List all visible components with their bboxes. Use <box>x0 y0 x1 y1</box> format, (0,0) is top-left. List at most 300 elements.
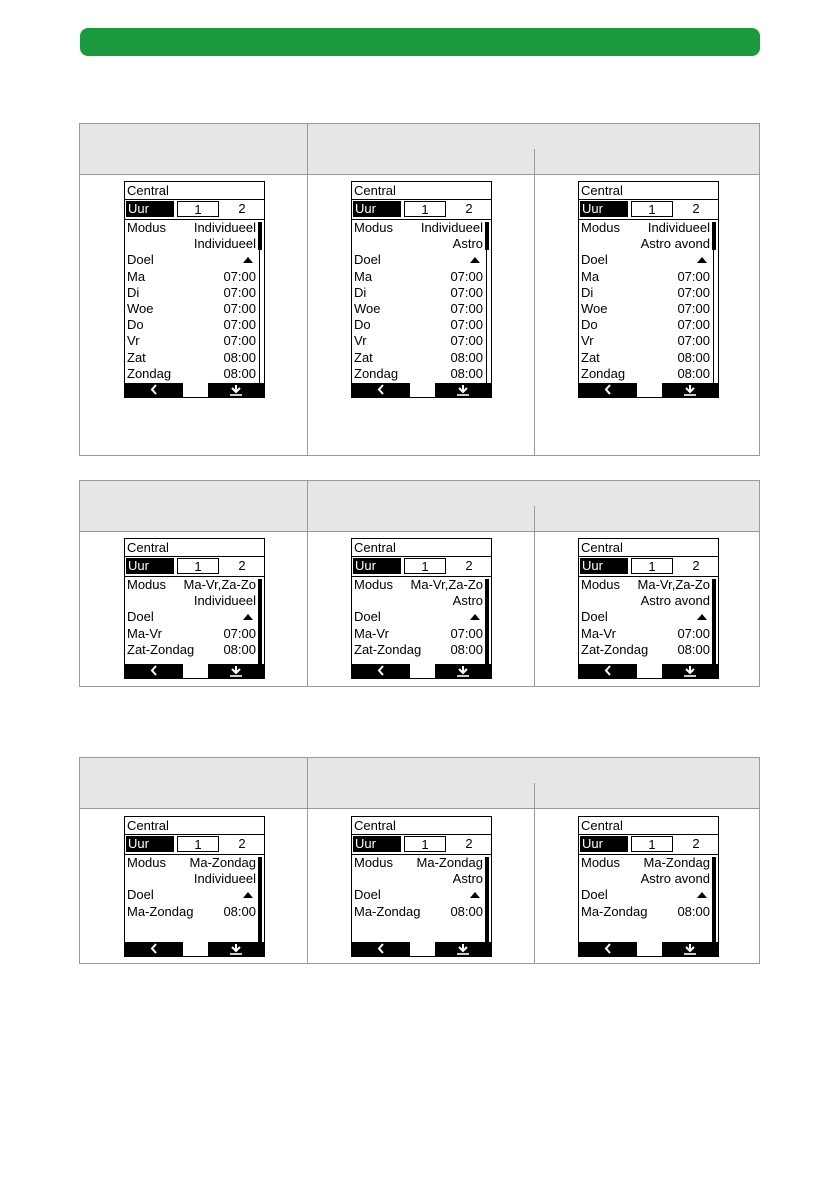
modus-value-row[interactable] <box>352 871 491 887</box>
day-time-row[interactable] <box>125 904 264 920</box>
soft-key-bar <box>579 664 718 678</box>
soft-key-bar <box>352 383 491 397</box>
modus-value-row[interactable] <box>579 593 718 609</box>
header-bar <box>80 28 760 56</box>
tab-1[interactable]: 1 <box>177 558 219 574</box>
triangle-up-icon <box>697 614 707 620</box>
back-button[interactable] <box>125 942 183 956</box>
tab-bar <box>125 200 264 220</box>
time-value: 08:00 <box>223 641 256 657</box>
day-time-row[interactable] <box>125 301 264 317</box>
save-button[interactable] <box>208 942 264 956</box>
tab-2[interactable]: 2 <box>692 836 700 851</box>
modus-value-row[interactable] <box>352 593 491 609</box>
download-icon <box>229 384 243 396</box>
soft-key-bar <box>125 942 264 956</box>
day-label: Zat-Zondag <box>127 641 195 657</box>
scrollbar-thumb[interactable] <box>485 579 489 666</box>
day-time-row[interactable] <box>352 285 491 301</box>
chevron-left-icon <box>603 384 613 395</box>
modus-label: Modus <box>127 577 167 592</box>
time-value: 08:00 <box>450 349 483 365</box>
day-time-row[interactable] <box>352 301 491 317</box>
modus-mode-value: Individueel <box>193 220 256 235</box>
tab-2[interactable]: 2 <box>238 558 246 573</box>
chevron-left-icon <box>149 943 159 954</box>
modus-row[interactable] <box>579 577 718 593</box>
modus-type-value: Astro <box>452 236 483 252</box>
triangle-up-icon <box>243 614 253 620</box>
day-label: Zondag <box>581 365 626 381</box>
time-value: 07:00 <box>450 268 483 284</box>
modus-value-row[interactable] <box>125 871 264 887</box>
column-divider <box>307 809 308 963</box>
column-divider <box>534 506 535 531</box>
doel-label: Doel <box>581 887 608 903</box>
modus-value-row[interactable] <box>579 236 718 252</box>
day-label: Do <box>581 317 598 333</box>
day-time-row[interactable] <box>579 285 718 301</box>
day-label: Ma-Zondag <box>127 903 194 919</box>
modus-type-value: Individueel <box>193 871 256 887</box>
chevron-left-icon <box>376 943 386 954</box>
day-label: Zondag <box>354 365 399 381</box>
modus-mode-value: Ma-Zondag <box>643 855 710 870</box>
day-time-row[interactable] <box>579 904 718 920</box>
scrollbar-thumb[interactable] <box>712 579 716 666</box>
modus-row[interactable] <box>352 577 491 593</box>
soft-key-bar <box>579 383 718 397</box>
modus-type-value: Individueel <box>193 593 256 609</box>
doel-label: Doel <box>127 887 154 903</box>
doel-label: Doel <box>354 252 381 268</box>
schedule-list <box>125 220 264 382</box>
download-icon <box>683 943 697 955</box>
modus-label: Modus <box>354 855 394 870</box>
save-button[interactable] <box>435 942 491 956</box>
device-screen <box>351 816 492 957</box>
modus-row[interactable] <box>579 855 718 871</box>
day-label: Ma-Vr <box>581 625 616 641</box>
doel-label: Doel <box>354 887 381 903</box>
day-time-row[interactable] <box>579 301 718 317</box>
day-time-row[interactable] <box>125 269 264 285</box>
day-time-row[interactable] <box>125 350 264 366</box>
day-time-row[interactable] <box>579 317 718 333</box>
scrollbar-thumb[interactable] <box>485 222 489 250</box>
device-screen <box>578 181 719 398</box>
tab-bar <box>579 200 718 220</box>
tab-uur[interactable]: Uur <box>126 836 174 852</box>
modus-mode-value: Individueel <box>647 220 710 235</box>
chevron-left-icon <box>376 384 386 395</box>
time-value: 07:00 <box>223 317 256 333</box>
modus-row[interactable] <box>352 220 491 236</box>
modus-label: Modus <box>581 577 621 592</box>
soft-key-bar <box>125 383 264 397</box>
table-header <box>80 481 759 532</box>
time-value: 07:00 <box>677 284 710 300</box>
modus-type-value: Astro <box>452 871 483 887</box>
save-button[interactable] <box>435 383 491 397</box>
time-value: 08:00 <box>450 365 483 381</box>
column-divider <box>534 783 535 808</box>
tab-2[interactable]: 2 <box>465 201 473 216</box>
device-screen <box>124 538 265 679</box>
tab-uur[interactable]: Uur <box>126 558 174 574</box>
soft-key-bar <box>352 664 491 678</box>
day-label: Zat <box>127 349 146 365</box>
tab-bar <box>352 835 491 855</box>
tab-1[interactable]: 1 <box>177 201 219 217</box>
modus-label: Modus <box>581 220 621 235</box>
figure-table <box>79 480 760 687</box>
schedule-list <box>579 577 718 658</box>
schedule-list <box>352 855 491 920</box>
doel-label: Doel <box>581 609 608 625</box>
schedule-list <box>352 220 491 382</box>
time-value: 07:00 <box>677 625 710 641</box>
chevron-left-icon <box>603 943 613 954</box>
time-value: 07:00 <box>450 333 483 349</box>
triangle-up-icon <box>470 892 480 898</box>
day-time-row[interactable] <box>125 285 264 301</box>
time-value: 07:00 <box>223 625 256 641</box>
table-header <box>80 124 759 175</box>
tab-2[interactable]: 2 <box>692 558 700 573</box>
column-divider <box>307 175 308 455</box>
time-value: 07:00 <box>450 317 483 333</box>
day-label: Di <box>127 284 140 300</box>
scrollbar-thumb[interactable] <box>485 857 489 944</box>
schedule-list <box>352 577 491 658</box>
column-divider <box>307 124 308 174</box>
tab-1[interactable]: 1 <box>631 836 673 852</box>
doel-row[interactable] <box>125 252 264 268</box>
day-label: Do <box>354 317 371 333</box>
back-button[interactable] <box>352 383 410 397</box>
device-screen <box>124 181 265 398</box>
triangle-up-icon <box>697 892 707 898</box>
time-value: 07:00 <box>677 333 710 349</box>
download-icon <box>683 384 697 396</box>
modus-label: Modus <box>127 855 167 870</box>
save-button[interactable] <box>208 383 264 397</box>
screen-title: Central <box>352 817 491 835</box>
tab-uur[interactable]: Uur <box>353 201 401 217</box>
doel-row[interactable] <box>352 252 491 268</box>
day-label: Zondag <box>127 365 172 381</box>
day-label: Woe <box>581 300 608 316</box>
doel-label: Doel <box>581 252 608 268</box>
download-icon <box>456 943 470 955</box>
figure-table <box>79 757 760 964</box>
doel-label: Doel <box>354 609 381 625</box>
back-button[interactable] <box>579 942 637 956</box>
modus-label: Modus <box>127 220 167 235</box>
time-value: 08:00 <box>677 365 710 381</box>
download-icon <box>456 384 470 396</box>
day-time-row[interactable] <box>579 366 718 382</box>
day-time-row[interactable] <box>352 269 491 285</box>
save-button[interactable] <box>208 664 264 678</box>
figure-table <box>79 123 760 456</box>
tab-1[interactable]: 1 <box>631 201 673 217</box>
back-button[interactable] <box>125 664 183 678</box>
day-time-row[interactable] <box>125 626 264 642</box>
time-value: 07:00 <box>677 268 710 284</box>
device-screen <box>351 181 492 398</box>
scrollbar-thumb[interactable] <box>712 222 716 250</box>
schedule-list <box>579 220 718 382</box>
download-icon <box>229 943 243 955</box>
day-label: Vr <box>354 333 367 349</box>
doel-label: Doel <box>127 252 154 268</box>
table-header <box>80 758 759 809</box>
day-label: Di <box>581 284 594 300</box>
day-label: Vr <box>127 333 140 349</box>
day-label: Ma-Vr <box>127 625 162 641</box>
day-time-row[interactable] <box>352 626 491 642</box>
modus-value-row[interactable] <box>125 593 264 609</box>
day-label: Zat-Zondag <box>354 641 422 657</box>
back-button[interactable] <box>352 664 410 678</box>
download-icon <box>229 665 243 677</box>
scrollbar-thumb[interactable] <box>258 222 262 250</box>
tab-bar <box>352 557 491 577</box>
day-label: Ma-Zondag <box>581 903 648 919</box>
day-time-row[interactable] <box>125 366 264 382</box>
tab-1[interactable]: 1 <box>631 558 673 574</box>
back-button[interactable] <box>579 664 637 678</box>
modus-label: Modus <box>581 855 621 870</box>
day-label: Ma <box>127 268 146 284</box>
tab-2[interactable]: 2 <box>238 201 246 216</box>
schedule-list <box>125 855 264 920</box>
column-divider <box>534 809 535 963</box>
day-label: Do <box>127 317 144 333</box>
modus-type-value: Astro avond <box>640 871 710 887</box>
doel-row[interactable] <box>579 887 718 903</box>
day-time-row[interactable] <box>125 317 264 333</box>
day-label: Ma-Zondag <box>354 903 421 919</box>
time-value: 07:00 <box>223 333 256 349</box>
day-time-row[interactable] <box>352 904 491 920</box>
tab-2[interactable]: 2 <box>238 836 246 851</box>
time-value: 08:00 <box>677 641 710 657</box>
back-button[interactable] <box>352 942 410 956</box>
scrollbar-thumb[interactable] <box>258 857 262 944</box>
tab-uur[interactable]: Uur <box>353 836 401 852</box>
table-body <box>80 809 759 963</box>
time-value: 08:00 <box>223 349 256 365</box>
day-time-row[interactable] <box>579 269 718 285</box>
column-divider <box>534 149 535 174</box>
back-button[interactable] <box>579 383 637 397</box>
tab-1[interactable]: 1 <box>404 558 446 574</box>
tab-bar <box>352 200 491 220</box>
modus-type-value: Astro avond <box>640 593 710 609</box>
time-value: 07:00 <box>223 284 256 300</box>
day-label: Zat-Zondag <box>581 641 649 657</box>
day-label: Ma-Vr <box>354 625 389 641</box>
triangle-up-icon <box>697 257 707 263</box>
triangle-up-icon <box>243 892 253 898</box>
tab-2[interactable]: 2 <box>465 558 473 573</box>
modus-value-row[interactable] <box>579 871 718 887</box>
soft-key-bar <box>352 942 491 956</box>
day-time-row[interactable] <box>352 333 491 349</box>
modus-type-value: Astro <box>452 593 483 609</box>
screen-title: Central <box>352 539 491 557</box>
tab-2[interactable]: 2 <box>465 836 473 851</box>
save-button[interactable] <box>435 664 491 678</box>
screen-title: Central <box>125 817 264 835</box>
day-time-row[interactable] <box>579 642 718 658</box>
day-label: Zat <box>354 349 373 365</box>
table-body <box>80 175 759 455</box>
time-value: 08:00 <box>450 903 483 919</box>
modus-value-row[interactable] <box>125 236 264 252</box>
time-value: 07:00 <box>677 317 710 333</box>
device-screen <box>578 538 719 679</box>
doel-row[interactable] <box>579 252 718 268</box>
triangle-up-icon <box>243 257 253 263</box>
device-screen <box>124 816 265 957</box>
download-icon <box>683 665 697 677</box>
time-value: 08:00 <box>450 641 483 657</box>
day-label: Zat <box>581 349 600 365</box>
modus-mode-value: Individueel <box>420 220 483 235</box>
tab-bar <box>579 557 718 577</box>
triangle-up-icon <box>470 257 480 263</box>
chevron-left-icon <box>149 665 159 676</box>
time-value: 08:00 <box>677 903 710 919</box>
time-value: 07:00 <box>450 284 483 300</box>
tab-2[interactable]: 2 <box>692 201 700 216</box>
tab-uur[interactable]: Uur <box>353 558 401 574</box>
doel-row[interactable] <box>125 609 264 625</box>
time-value: 07:00 <box>450 300 483 316</box>
screen-title: Central <box>125 539 264 557</box>
tab-uur[interactable]: Uur <box>580 836 628 852</box>
download-icon <box>456 665 470 677</box>
column-divider <box>534 532 535 686</box>
chevron-left-icon <box>376 665 386 676</box>
day-time-row[interactable] <box>125 333 264 349</box>
time-value: 07:00 <box>450 625 483 641</box>
schedule-list <box>579 855 718 920</box>
modus-mode-value: Ma-Vr,Za-Zo <box>183 577 256 592</box>
tab-1[interactable]: 1 <box>177 836 219 852</box>
modus-row[interactable] <box>125 577 264 593</box>
time-value: 08:00 <box>677 349 710 365</box>
doel-row[interactable] <box>579 609 718 625</box>
screen-title: Central <box>579 182 718 200</box>
modus-mode-value: Ma-Zondag <box>189 855 256 870</box>
save-button[interactable] <box>662 664 718 678</box>
day-label: Di <box>354 284 367 300</box>
chevron-left-icon <box>149 384 159 395</box>
day-time-row[interactable] <box>352 642 491 658</box>
modus-label: Modus <box>354 577 394 592</box>
modus-row[interactable] <box>579 220 718 236</box>
triangle-up-icon <box>470 614 480 620</box>
scrollbar-thumb[interactable] <box>712 857 716 944</box>
save-button[interactable] <box>662 942 718 956</box>
screen-title: Central <box>579 817 718 835</box>
day-label: Woe <box>354 300 381 316</box>
modus-label: Modus <box>354 220 394 235</box>
day-time-row[interactable] <box>579 626 718 642</box>
column-divider <box>307 532 308 686</box>
tab-1[interactable]: 1 <box>404 201 446 217</box>
screen-title: Central <box>125 182 264 200</box>
tab-uur[interactable]: Uur <box>580 201 628 217</box>
modus-mode-value: Ma-Zondag <box>416 855 483 870</box>
doel-row[interactable] <box>125 887 264 903</box>
schedule-list <box>125 577 264 658</box>
time-value: 07:00 <box>677 300 710 316</box>
soft-key-bar <box>579 942 718 956</box>
day-time-row[interactable] <box>352 317 491 333</box>
modus-mode-value: Ma-Vr,Za-Zo <box>637 577 710 592</box>
time-value: 08:00 <box>223 903 256 919</box>
time-value: 07:00 <box>223 300 256 316</box>
column-divider <box>307 758 308 808</box>
day-label: Woe <box>127 300 154 316</box>
chevron-left-icon <box>603 665 613 676</box>
modus-value-row[interactable] <box>352 236 491 252</box>
day-time-row[interactable] <box>352 366 491 382</box>
time-value: 08:00 <box>223 365 256 381</box>
day-time-row[interactable] <box>352 350 491 366</box>
day-time-row[interactable] <box>579 350 718 366</box>
day-label: Ma <box>354 268 373 284</box>
day-time-row[interactable] <box>125 642 264 658</box>
day-label: Ma <box>581 268 600 284</box>
modus-mode-value: Ma-Vr,Za-Zo <box>410 577 483 592</box>
column-divider <box>534 175 535 455</box>
doel-label: Doel <box>127 609 154 625</box>
doel-row[interactable] <box>352 609 491 625</box>
modus-row[interactable] <box>125 855 264 871</box>
tab-bar <box>125 557 264 577</box>
modus-type-value: Astro avond <box>640 236 710 252</box>
modus-type-value: Individueel <box>193 236 256 252</box>
table-body <box>80 532 759 686</box>
tab-uur[interactable]: Uur <box>126 201 174 217</box>
device-screen <box>351 538 492 679</box>
back-button[interactable] <box>125 383 183 397</box>
modus-row[interactable] <box>125 220 264 236</box>
tab-bar <box>579 835 718 855</box>
tab-1[interactable]: 1 <box>404 836 446 852</box>
screen-title: Central <box>579 539 718 557</box>
tab-uur[interactable]: Uur <box>580 558 628 574</box>
doel-row[interactable] <box>352 887 491 903</box>
tab-bar <box>125 835 264 855</box>
day-label: Vr <box>581 333 594 349</box>
save-button[interactable] <box>662 383 718 397</box>
day-time-row[interactable] <box>579 333 718 349</box>
soft-key-bar <box>125 664 264 678</box>
scrollbar-thumb[interactable] <box>258 579 262 666</box>
time-value: 07:00 <box>223 268 256 284</box>
device-screen <box>578 816 719 957</box>
screen-title: Central <box>352 182 491 200</box>
modus-row[interactable] <box>352 855 491 871</box>
